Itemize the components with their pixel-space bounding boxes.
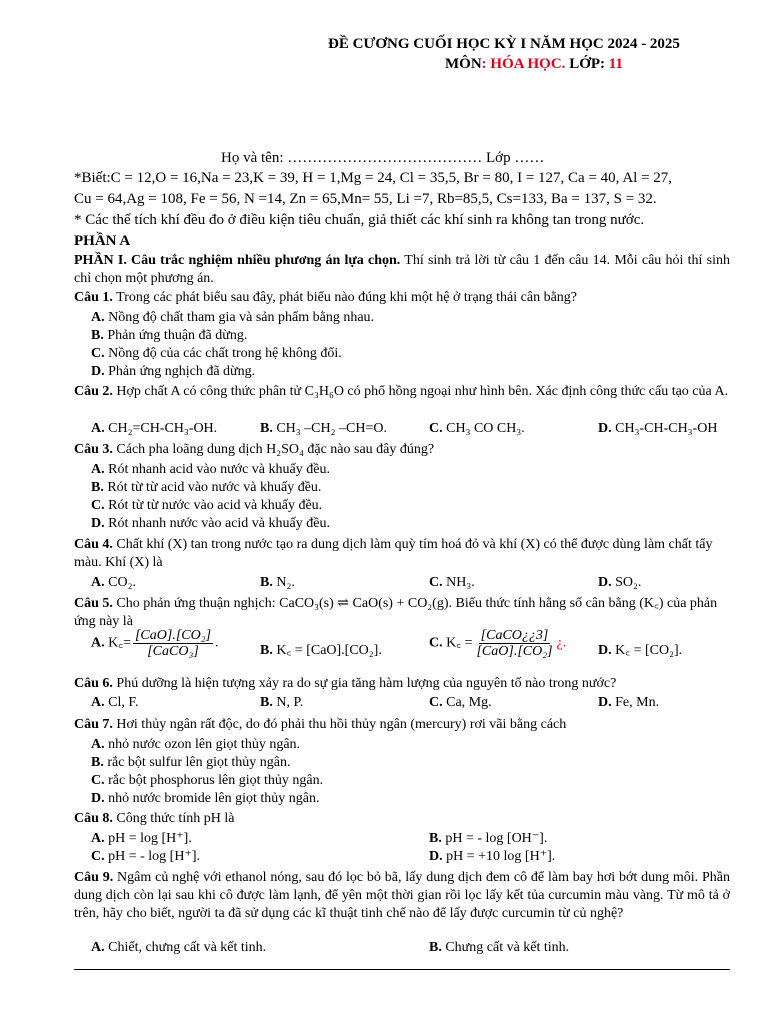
part-1-text: Thí sinh trả lời từ câu 1 đến câu 14. Mỗi câu hỏi thí sinh chỉ chọn một phương án.: [74, 253, 730, 286]
question-4: [74, 536, 730, 572]
q8-option-b[interactable]: B. pH = - log [OH⁻].: [429, 831, 548, 846]
footer-divider: [74, 969, 730, 970]
q5-option-c[interactable]: C. K꜀ = $\frac{\text{[CaCO¿¿3]}}{\text{[CaO].[CO₂]}}$ ¿.: [429, 628, 567, 659]
q4-option-b[interactable]: B. N₂.: [260, 575, 295, 590]
question-text: Công thức tính pH là: [112, 811, 235, 826]
question-text: Cách pha loãng dung dịch H₂SO₄ đặc nào sau đây đúng?: [112, 442, 435, 457]
question-6: [74, 675, 730, 693]
q4-option-d[interactable]: D. SO₂.: [598, 575, 642, 590]
subject-line: [445, 55, 623, 73]
part-1-instructions: [74, 252, 730, 288]
question-1: [74, 289, 730, 307]
atomic-mass-line-2: Cu = 64,Ag = 108, Fe = 56, N =14, Zn = 65,Mn= 55, Li =7, Rb=85,5, Cs=133, Ba = 137, S = 32.: [74, 191, 657, 207]
question-text: Hợp chất A có công thức phân tử C₃H₆O có phổ hồng ngoại như hình bên. Xác định công thức cấu tạo của A.: [112, 384, 729, 399]
question-text: Phú dưỡng là hiện tượng xảy ra do sự gia tăng hàm lượng của nguyên tố nào trong nước?: [112, 676, 617, 691]
q2-option-d[interactable]: D. CH₃-CH-CH₃-OH: [598, 421, 718, 436]
q4-option-a[interactable]: A. CO₂.: [91, 575, 136, 590]
q8-option-a[interactable]: A. pH = log [H⁺].: [91, 831, 192, 846]
question-3: [74, 441, 730, 459]
part-1-title: PHẦN I. Câu trắc nghiệm nhiều phương án lựa chọn.: [74, 253, 401, 268]
q7-option-b[interactable]: B. rắc bột sulfur lên giọt thủy ngân.: [91, 755, 291, 770]
q3-option-d[interactable]: D. Rót nhanh nước vào acid và khuấy đều.: [91, 516, 330, 531]
fraction: $\frac{\text{[CaCO¿¿3]}}{\text{[CaO].[CO₂]}}$: [476, 628, 553, 659]
student-info-line: Họ và tên: ………………………………… Lớp ……: [221, 150, 545, 166]
q9-option-a[interactable]: A. Chiết, chưng cất và kết tinh.: [91, 940, 267, 955]
q1-option-c[interactable]: C. Nồng độ của các chất trong hệ không đổi.: [91, 346, 342, 361]
q7-option-c[interactable]: C. rắc bột phosphorus lên giọt thủy ngân.: [91, 773, 324, 788]
question-label: Câu 2.: [74, 384, 113, 399]
q5-option-d[interactable]: D. K꜀ = [CO₂].: [598, 643, 683, 658]
q8-option-d[interactable]: D. pH = +10 log [H⁺].: [429, 849, 556, 864]
document-title: ĐỀ CƯƠNG CUỐI HỌC KỲ I NĂM HỌC 2024 - 2025: [328, 36, 680, 52]
question-text: Chất khí (X) tan trong nước tạo ra dung dịch làm quỳ tím hoá đỏ và khí (X) có thể được dùng làm chất tẩy màu. Khí (X) là: [74, 537, 713, 570]
q6-option-a[interactable]: A. Cl, F.: [91, 695, 139, 710]
question-text: Cho phản ứng thuận nghịch: CaCO₃(s) ⇌ CaO(s) + CO₂(g). Biểu thức tính hằng số cân bằng (K꜀) của phản ứng này là: [74, 596, 718, 629]
q9-option-b[interactable]: B. Chưng cất và kết tinh.: [429, 940, 570, 955]
q2-option-c[interactable]: C. CH₃ CO CH₃.: [429, 421, 525, 436]
question-label: Câu 8.: [74, 811, 113, 826]
q3-option-a[interactable]: A. Rót nhanh acid vào nước và khuấy đều.: [91, 462, 330, 477]
assumption-note: * Các thể tích khí đều đo ở điều kiện tiêu chuẩn, giả thiết các khí sinh ra không tan trong nước.: [74, 212, 645, 228]
question-label: Câu 4.: [74, 537, 113, 552]
question-label: Câu 3.: [74, 442, 113, 457]
question-8: [74, 810, 730, 828]
question-text: Trong các phát biểu sau đây, phát biểu nào đúng khi một hệ ở trạng thái cân bằng?: [112, 290, 578, 305]
q3-option-c[interactable]: C. Rót từ từ nước vào acid và khuấy đều.: [91, 498, 323, 513]
fraction: $\frac{\text{[CaO].[CO₂]}}{\text{[CaCO₃]}}$: [134, 628, 212, 659]
question-label: Câu 1.: [74, 290, 113, 305]
question-7: [74, 716, 730, 734]
q2-option-b[interactable]: B. CH₃ –CH₂ –CH=O.: [260, 421, 387, 436]
question-label: Câu 5.: [74, 596, 113, 611]
question-label: Câu 7.: [74, 717, 113, 732]
question-2: [74, 383, 730, 401]
q8-option-c[interactable]: C. pH = - log [H⁺].: [91, 849, 201, 864]
q6-option-c[interactable]: C. Ca, Mg.: [429, 695, 492, 710]
q1-option-d[interactable]: D. Phản ứng nghịch đã dừng.: [91, 364, 256, 379]
question-9: [74, 869, 730, 923]
q2-option-a[interactable]: A. CH₂=CH-CH₃-OH.: [91, 421, 218, 436]
question-text: Hơi thủy ngân rất độc, do đó phải thu hồi thủy ngân (mercury) rơi vãi bằng cách: [112, 717, 567, 732]
q6-option-d[interactable]: D. Fe, Mn.: [598, 695, 660, 710]
q3-option-b[interactable]: B. Rót từ từ acid vào nước và khuấy đều.: [91, 480, 322, 495]
q5-option-a[interactable]: A. K꜀= $\frac{\text{[CaO].[CO₂]}}{\text{[CaCO₃]}}$ .: [91, 628, 219, 659]
q1-option-b[interactable]: B. Phản ứng thuận đã dừng.: [91, 328, 248, 343]
q5-option-b[interactable]: B. K꜀ = [CaO].[CO₂].: [260, 643, 382, 658]
q6-option-b[interactable]: B. N, P.: [260, 695, 304, 710]
q7-option-d[interactable]: D. nhỏ nước bromide lên giọt thủy ngân.: [91, 791, 320, 806]
question-text: Ngâm củ nghệ với ethanol nóng, sau đó lọc bỏ bã, lấy dung dịch đem cô để làm bay hơi bớt dung môi. Phần dung dịch còn lại sau khi cô được làm lạnh, để yên một thời gian rồi lọc lấy kết tủa curcumin màu vàng. Từ mô tả ở trên, hãy cho biết, người ta đã sử dụng các kĩ thuật tinh chế nào để lấy được curcumin từ củ nghệ?: [74, 870, 730, 921]
question-label: Câu 9.: [74, 870, 114, 885]
atomic-mass-line-1: *Biết:C = 12,O = 16,Na = 23,K = 39, H = 1,Mg = 24, Cl = 35,5, Br = 80, I = 127, Ca = 40, Al = 27,: [74, 170, 673, 186]
section-heading: PHẦN A: [74, 233, 131, 249]
question-label: Câu 6.: [74, 676, 113, 691]
q1-option-a[interactable]: A. Nồng độ chất tham gia và sản phẩm bằng nhau.: [91, 310, 375, 325]
grade-value: 11: [608, 56, 623, 72]
q4-option-c[interactable]: C. NH₃.: [429, 575, 475, 590]
q7-option-a[interactable]: A. nhỏ nước ozon lên giọt thủy ngân.: [91, 737, 301, 752]
grade-label: LỚP:: [565, 56, 609, 72]
question-5: [74, 595, 730, 631]
subject-value: : HÓA HỌC.: [481, 56, 566, 72]
subject-label: MÔN: [445, 56, 482, 72]
